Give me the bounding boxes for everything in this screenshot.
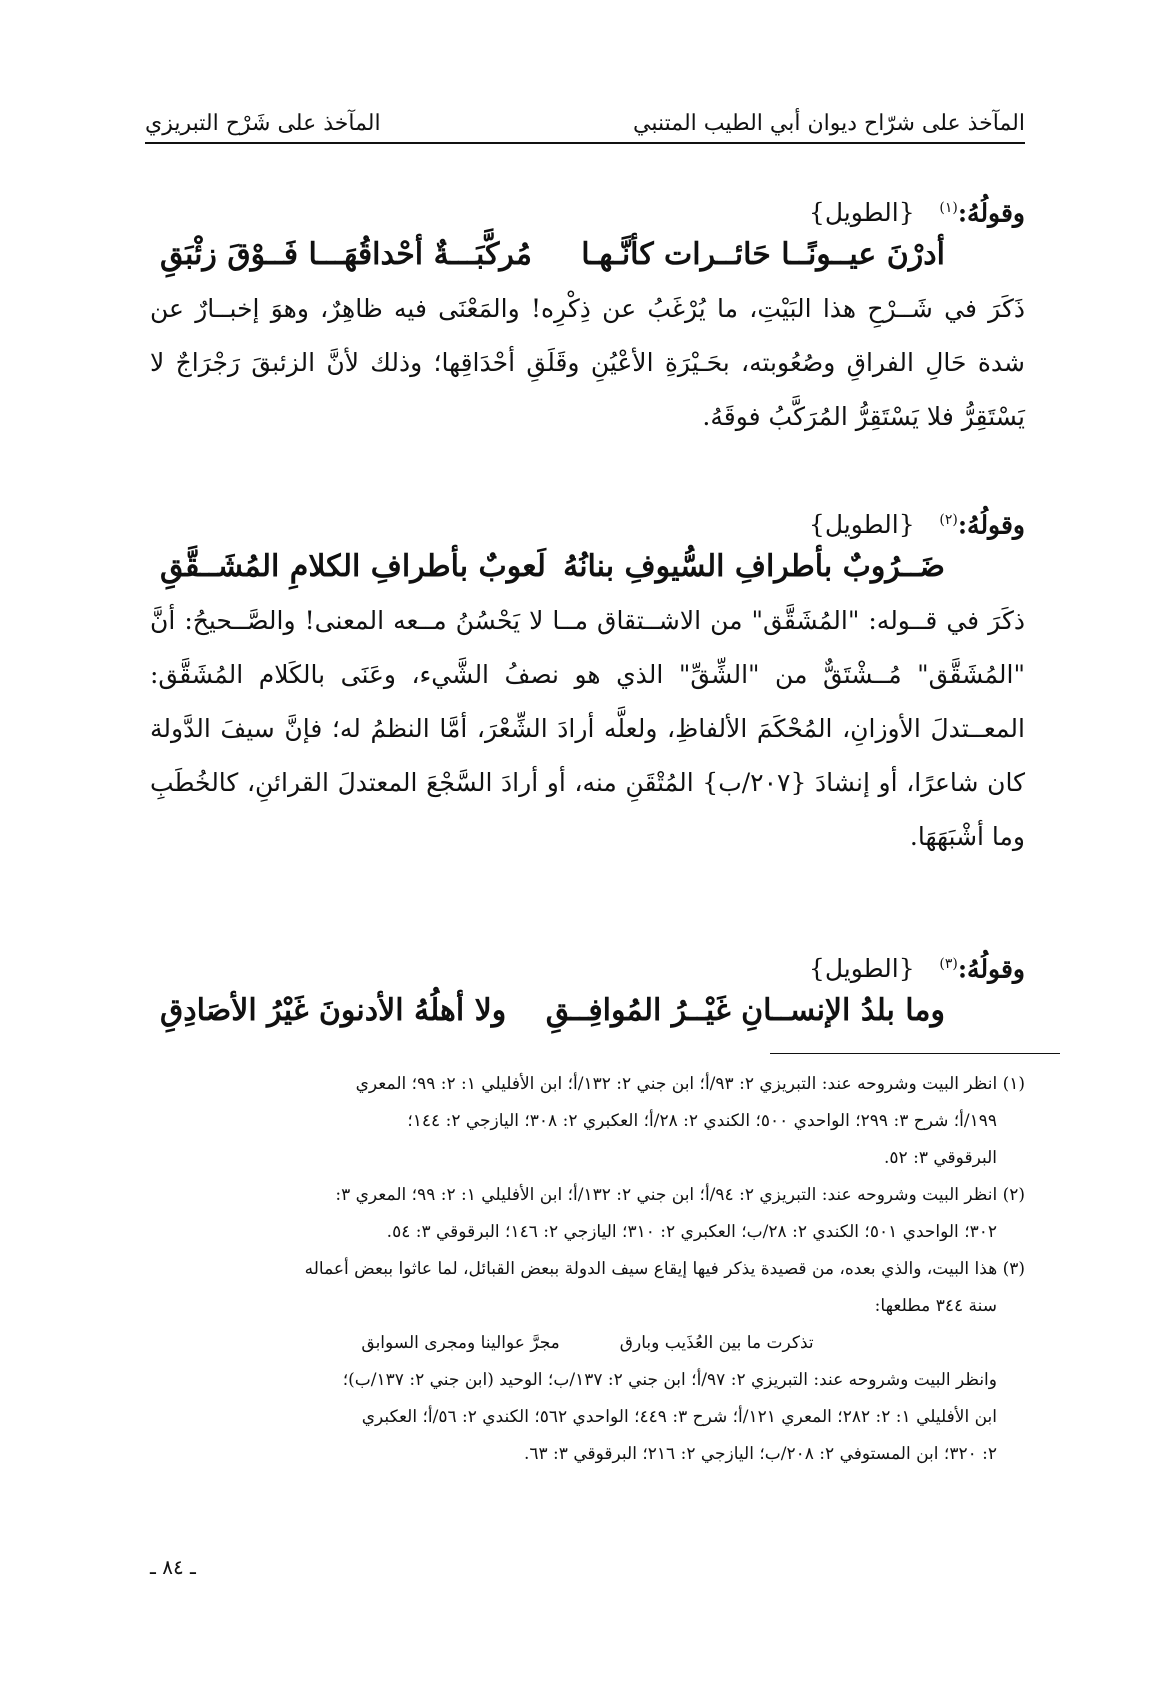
poem-verse — [150, 984, 1025, 1038]
header-chapter-title: المآخذ على شَرْح التبريزي — [145, 111, 381, 136]
meter-label: {الطويل} — [808, 510, 915, 540]
verse-second-hemistich: لَعوبٌ بأطرافِ الكلامِ المُشَــقَّقِ — [160, 549, 546, 584]
footnote-verse-second-hemistich: مجرَّ عوالينا ومجرى السوابق — [361, 1333, 560, 1353]
footnote-ref: (١) — [939, 200, 958, 216]
verse-intro — [150, 188, 1025, 228]
header-divider — [145, 142, 1025, 144]
footnote-3-line: ابن الأفليلي ١: ٢: ٢٨٢؛ المعري ١٢١/أ؛ شرح ٣: ٤٤٩؛ الواحدي ٥٦٢؛ الكندي ٢: ٥٦/أ؛ العكبري — [361, 1407, 997, 1427]
poem-verse — [150, 228, 1025, 282]
verse-first-hemistich: أدرْنَ عيــونًــا حَائــرات كأنَّـهـا — [581, 237, 945, 272]
verse-second-hemistich: مُركَّبَـــةٌ أحْداقُهَـــا فَــوْقَ زئْبَقِ — [160, 237, 532, 272]
verse-intro — [150, 500, 1025, 540]
commentary-section-3 — [150, 944, 1025, 1038]
commentary-section-1 — [150, 188, 1025, 444]
page-number: ـ ٨٤ ـ — [150, 1555, 196, 1579]
footnote-2-line: ٣٠٢؛ الواحدي ٥٠١؛ الكندي ٢: ٢٨/ب؛ العكبري ٢: ٣١٠؛ اليازجي ٢: ١٤٦؛ البرقوقي ٣: ٥٤. — [386, 1222, 997, 1242]
poem-verse — [150, 540, 1025, 594]
footnote-3-line: سنة ٣٤٤ مطلعها: — [874, 1296, 997, 1316]
footnote-1-line: ١٩٩/أ؛ شرح ٣: ٢٩٩؛ الواحدي ٥٠٠؛ الكندي ٢: ٢٨/أ؛ العكبري ٢: ٣٠٨؛ اليازجي ٢: ١٤٤؛ — [407, 1111, 997, 1131]
footnote-3-verse — [150, 1325, 1025, 1362]
footnote-ref: (٣) — [939, 956, 958, 972]
intro-label: وقولُهُ: — [957, 510, 1025, 540]
verse-intro — [150, 944, 1025, 984]
intro-label: وقولُهُ: — [957, 954, 1025, 984]
footnote-1-line: البرقوقي ٣: ٥٢. — [884, 1148, 997, 1168]
commentary-text: ذَكَرَ في شَــرْحِ هذا البَيْتِ، ما يُرْغَبُ عن ذِكْرِه! والمَعْنَى فيه ظاهِرٌ، وهوَ إخبــارٌ عن شدة حَالِ الفراقِ وصُعُوبته، بحَـيْرَةِ الأعْيُنِ وقَلَقِ أحْدَاقِها؛ وذلك لأنَّ الزئبقَ رَجْرَاجٌ لا يَسْتَقِرُّ فلا يَسْتَقِرُّ المُرَكَّبُ فوقَهُ. — [150, 294, 1025, 431]
footnote-3-line: (٣) هذا البيت، والذي بعده، من قصيدة يذكر فيها إيقاع سيف الدولة ببعض القبائل، لما عاثوا ببعض أعماله — [304, 1259, 1025, 1279]
meter-label: {الطويل} — [808, 198, 915, 228]
header-book-title: المآخذ على شرّاح ديوان أبي الطيب المتنبي — [633, 111, 1025, 136]
footnotes — [150, 1066, 1025, 1473]
commentary-section-2 — [150, 500, 1025, 864]
commentary-text: ذكَرَ في قــوله: "المُشَقَّق" من الاشــتقاق مــا لا يَحْسُنُ مــعه المعنى! والصَّــحيحُ: أنَّ "المُشَقَّق" مُــشْتَقٌّ من "الشِّقِّ" الذي هو نصفُ الشَّيء، وعَنَى بالكَلام المُشَقَّق: المعــتدلَ الأوزانِ، المُحْكَمَ الألفاظِ، ولعلَّه أرادَ الشِّعْرَ، أمَّا النظمُ له؛ فإنَّ سيفَ الدَّولة كان شاعرًا، أو إنشادَ {٢٠٧/ب} المُتْقَنِ منه، أو أرادَ السَّجْعَ المعتدلَ القرائنِ، كالخُطَبِ وما أشْبَهَهَا. — [150, 606, 1025, 851]
footnote-3-line: ٢: ٣٢٠؛ ابن المستوفي ٢: ٢٠٨/ب؛ اليازجي ٢: ٢١٦؛ البرقوقي ٣: ٦٣. — [523, 1444, 997, 1464]
verse-second-hemistich: ولا أهلُهُ الأدنونَ غَيْرُ الأصَادِقِ — [160, 993, 507, 1028]
running-header — [145, 96, 1025, 136]
footnote-verse-first-hemistich: تذكرت ما بين العُذَيب وبارق — [619, 1333, 814, 1353]
footnote-divider — [770, 1053, 1060, 1054]
meter-label: {الطويل} — [808, 954, 915, 984]
footnote-ref: (٢) — [939, 512, 958, 528]
footnote-3-line: وانظر البيت وشروحه عند: التبريزي ٢: ٩٧/أ؛ ابن جني ٢: ١٣٧/ب؛ الوحيد (ابن جني ٢: ١٣٧/ب)؛ — [342, 1370, 997, 1390]
footnote-2-line: (٢) انظر البيت وشروحه عند: التبريزي ٢: ٩٤/أ؛ ابن جني ٢: ١٣٢/أ؛ ابن الأفليلي ١: ٢: ٩٩؛ المعري ٣: — [335, 1185, 1025, 1205]
footnote-1-line: (١) انظر البيت وشروحه عند: التبريزي ٢: ٩٣/أ؛ ابن جني ٢: ١٣٢/أ؛ ابن الأفليلي ١: ٢: ٩٩؛ المعري — [355, 1074, 1025, 1094]
intro-label: وقولُهُ: — [957, 198, 1025, 228]
verse-first-hemistich: وما بلدُ الإنســانِ غَيْــرُ المُوافِــقِ — [545, 993, 945, 1028]
verse-first-hemistich: ضَــرُوبٌ بأطرافِ السُّيوفِ بنانُهُ — [563, 549, 945, 584]
